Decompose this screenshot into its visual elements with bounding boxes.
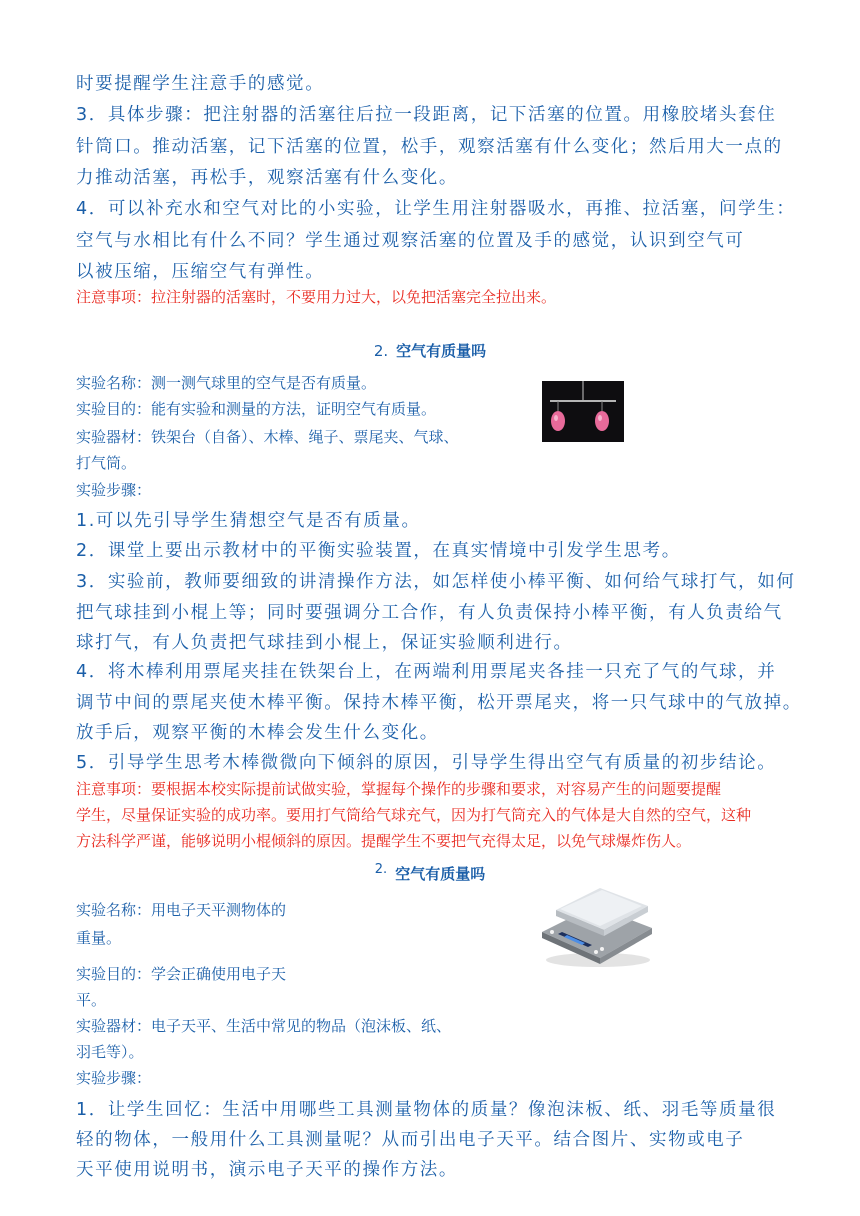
- step3-line2: 针筒口。推动活塞，记下活塞的位置，松手，观察活塞有什么变化；然后用大一点的: [76, 137, 783, 157]
- section-heading: [0, 862, 860, 884]
- step5: 5．引导学生思考木棒微微向下倾斜的原因，引导学生得出空气有质量的初步结论。: [76, 753, 777, 773]
- step3-line3: 球打气，有人负责把气球挂到小棍上，保证实验顺利进行。: [76, 633, 573, 653]
- heading-number: 2.: [374, 862, 388, 877]
- experiment-goal-line1: 实验目的：学会正确使用电子天: [76, 965, 287, 983]
- heading-number: 2.: [373, 342, 389, 360]
- step4-line2: 调节中间的票尾夹使木棒平衡。保持木棒平衡，松开票尾夹，将一只气球中的气放掉。: [76, 693, 802, 713]
- heading-title: 空气有质量吗: [395, 865, 486, 883]
- experiment-equipment-line1: 实验器材：电子天平、生活中常见的物品（泡沫板、纸、: [76, 1017, 452, 1035]
- step1: 1.可以先引导学生猜想空气是否有质量。: [76, 511, 421, 531]
- experiment-goal: 实验目的：能有实验和测量的方法，证明空气有质量。: [76, 400, 437, 418]
- step3-line1: 3．实验前，教师要细致的讲清操作方法，如怎样使小棒平衡、如何给气球打气，如何: [76, 572, 796, 592]
- step4-line3: 放手后，观察平衡的木棒会发生什么变化。: [76, 723, 439, 743]
- experiment-equipment-line1: 实验器材：铁架台（自备）、木棒、绳子、票尾夹、气球、: [76, 428, 459, 446]
- experiment-equipment-line2: 打气筒。: [76, 454, 137, 472]
- step2: 2．课堂上要出示教材中的平衡实验装置，在真实情境中引发学生思考。: [76, 541, 681, 561]
- experiment-equipment-line2: 羽毛等）。: [76, 1043, 144, 1061]
- steps-label: 实验步骤：: [76, 1069, 152, 1087]
- experiment-goal-line2: 平。: [76, 991, 107, 1009]
- step4-line2: 空气与水相比有什么不同？学生通过观察活塞的位置及手的感觉，认识到空气可: [76, 231, 745, 251]
- electronic-scale-photo: [538, 876, 656, 974]
- step4-line1: 4．可以补充水和空气对比的小实验，让学生用注射器吸水，再推、拉活塞，问学生：: [76, 199, 796, 219]
- steps-label: 实验步骤：: [76, 481, 152, 499]
- caution-note-line3: 方法科学严谨，能够说明小棍倾斜的原因。提醒学生不要把气充得太足，以免气球爆炸伤人。: [76, 832, 692, 850]
- step4-line3: 以被压缩，压缩空气有弹性。: [76, 262, 325, 282]
- step1-line2: 轻的物体，一般用什么工具测量呢？从而引出电子天平。结合图片、实物或电子: [76, 1130, 745, 1150]
- step4-line1: 4．将木棒利用票尾夹挂在铁架台上，在两端利用票尾夹各挂一只充了气的气球，并: [76, 662, 777, 682]
- caution-note-line2: 学生，尽量保证实验的成功率。要用打气筒给气球充气，因为打气筒充入的气体是大自然的空气，这种: [76, 806, 752, 824]
- balloon-balance-photo: [542, 381, 624, 442]
- step3-line3: 力推动活塞，再松手，观察活塞有什么变化。: [76, 168, 458, 188]
- text-line: 时要提醒学生注意手的感觉。: [76, 74, 325, 94]
- step3-line1: 3．具体步骤：把注射器的活塞往后拉一段距离，记下活塞的位置。用橡胶堵头套住: [76, 105, 777, 125]
- caution-note: 注意事项：拉注射器的活塞时，不要用力过大，以免把活塞完全拉出来。: [76, 288, 557, 306]
- experiment-name-line2: 重量。: [76, 929, 122, 947]
- experiment-name-line1: 实验名称：用电子天平测物体的: [76, 901, 287, 919]
- step1-line1: 1．让学生回忆：生活中用哪些工具测量物体的质量？像泡沫板、纸、羽毛等质量很: [76, 1100, 777, 1120]
- experiment-name: 实验名称：测一测气球里的空气是否有质量。: [76, 374, 377, 392]
- step3-line2: 把气球挂到小棍上等；同时要强调分工合作，有人负责保持小棒平衡，有人负责给气: [76, 603, 783, 623]
- section-heading: [0, 340, 860, 361]
- step1-line3: 天平使用说明书，演示电子天平的操作方法。: [76, 1160, 458, 1180]
- caution-note-line1: 注意事项：要根据本校实际提前试做实验，掌握每个操作的步骤和要求，对容易产生的问题要提醒: [76, 780, 722, 798]
- heading-title: 空气有质量吗: [396, 342, 487, 360]
